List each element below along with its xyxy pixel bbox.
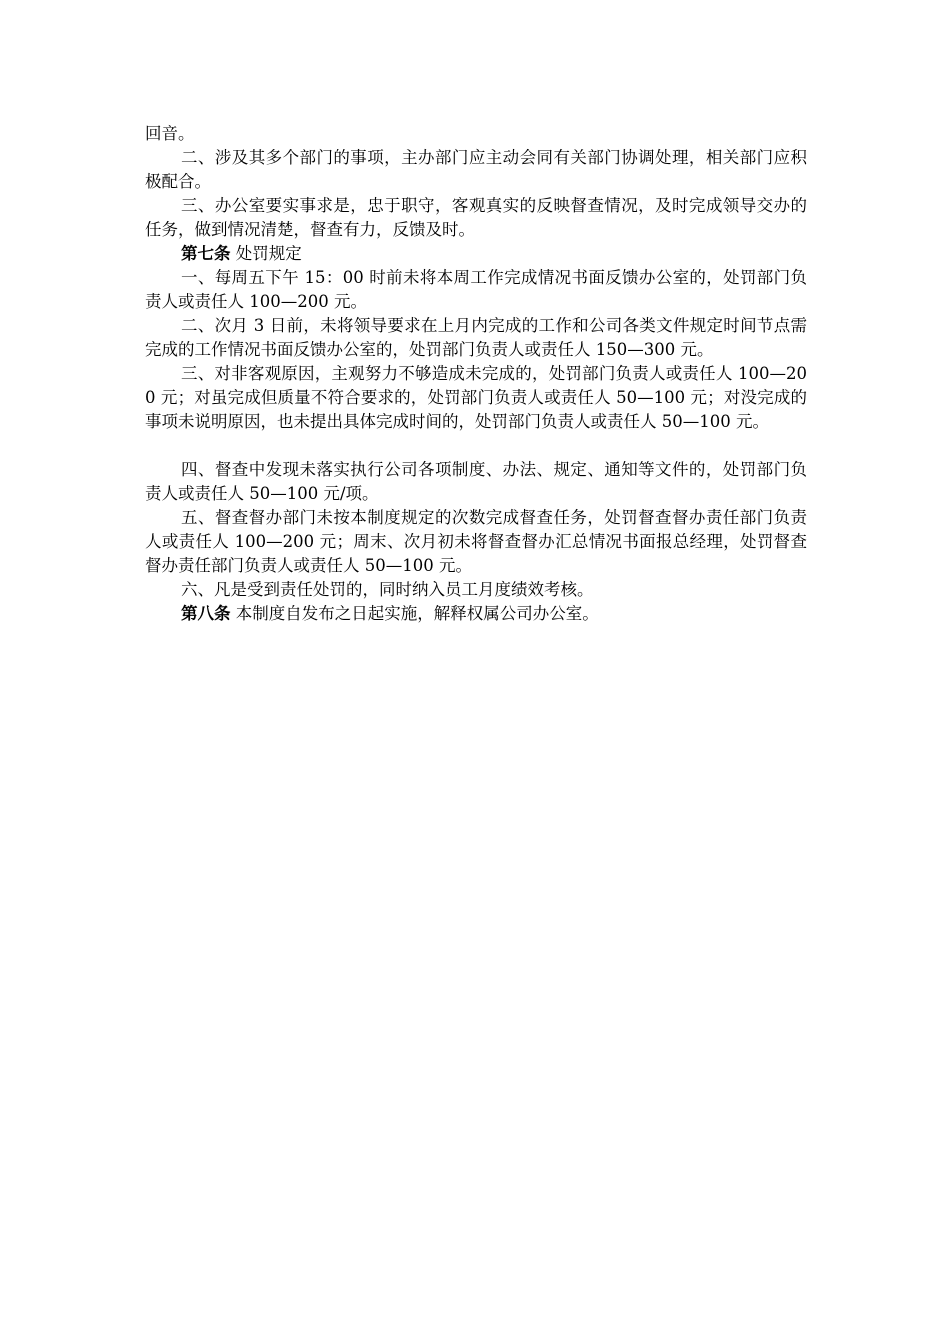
article-8-text: 本制度自发布之日起实施，解释权属公司办公室。 xyxy=(230,604,599,623)
penalty-clause-1: 一、每周五下午 15：00 时前未将本周工作完成情况书面反馈办公室的，处罚部门负责人或责任人 100—200 元。 xyxy=(145,268,807,311)
article-7-heading xyxy=(145,242,807,266)
penalty-clause-2: 二、次月 3 日前，未将领导要求在上月内完成的工作和公司各类文件规定时间节点需完成的工作情况书面反馈办公室的，处罚部门负责人或责任人 150—300 元。 xyxy=(145,316,807,359)
paragraph-clause-3: 三、办公室要实事求是，忠于职守，客观真实的反映督查情况，及时完成领导交办的任务，做到情况清楚，督查有力，反馈及时。 xyxy=(145,196,807,239)
paragraph-clause-2: 二、涉及其多个部门的事项，主办部门应主动会同有关部门协调处理，相关部门应积极配合。 xyxy=(145,148,807,191)
blank-line xyxy=(145,434,807,458)
penalty-clause-5: 五、督查督办部门未按本制度规定的次数完成督查任务，处罚督查督办责任部门负责人或责任人 100—200 元；周末、次月初未将督查督办汇总情况书面报总经理，处罚督查督办责任部门负责人或责任人 50—100 元。 xyxy=(145,508,807,575)
document-page xyxy=(145,122,807,626)
penalty-clause-6: 六、凡是受到责任处罚的，同时纳入员工月度绩效考核。 xyxy=(181,580,594,599)
paragraph-continuation: 回音。 xyxy=(145,124,195,143)
penalty-clause-4: 四、督查中发现未落实执行公司各项制度、办法、规定、通知等文件的，处罚部门负责人或责任人 50—100 元/项。 xyxy=(145,460,807,503)
article-8-label: 第八条 xyxy=(181,604,231,623)
article-7-title: 处罚规定 xyxy=(230,244,302,263)
penalty-clause-3: 三、对非客观原因，主观努力不够造成未完成的，处罚部门负责人或责任人 100—200 元；对虽完成但质量不符合要求的，处罚部门负责人或责任人 50—100 元；对没完成的事项未说明原因，也未提出具体完成时间的，处罚部门负责人或责任人 50—100 元。 xyxy=(145,364,807,431)
article-8 xyxy=(145,602,807,626)
article-7-label: 第七条 xyxy=(181,244,231,263)
